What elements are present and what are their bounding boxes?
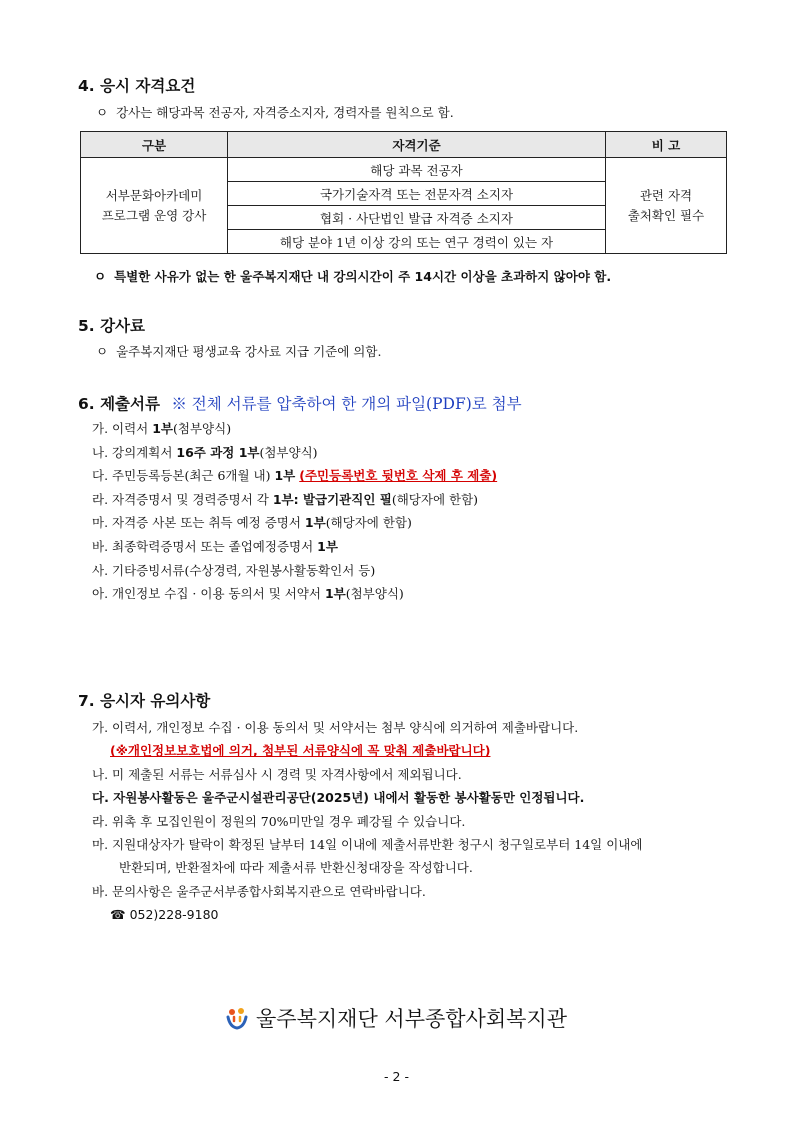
- section-4-note: [96, 103, 454, 121]
- table-header-category: 구분: [81, 132, 228, 158]
- section-6-note: ※ 전체 서류를 압축하여 한 개의 파일(PDF)로 첨부: [171, 395, 522, 413]
- list-item: 사. 기타증빙서류(수상경력, 자원봉사활동확인서 등): [92, 562, 376, 578]
- list-item: 가. 이력서, 개인정보 수집 · 이용 동의서 및 서약서는 첨부 양식에 의거하여 제출바랍니다.: [92, 720, 579, 735]
- remark-line-2: 출처확인 필수: [627, 207, 705, 223]
- list-item: 바. 최종학력증명서 또는 졸업예정증명서 1부: [92, 538, 338, 554]
- list-item: 바. 문의사항은 울주군서부종합사회복지관으로 연락바랍니다.: [92, 883, 426, 899]
- table-cell-criteria-2: 국가기술자격 또는 전문자격 소지자: [228, 182, 606, 206]
- section-5-note-text: 울주복지재단 평생교육 강사료 지급 기준에 의함.: [116, 344, 382, 359]
- list-item: 아. 개인정보 수집 · 이용 동의서 및 서약서 1부(첨부양식): [92, 586, 404, 602]
- table-cell-category: [81, 158, 228, 254]
- table-cell-criteria-3: 협회 · 사단법인 발급 자격증 소지자: [228, 206, 606, 230]
- section-7-heading: 7. 응시자 유의사항: [78, 692, 211, 710]
- section-4-heading: 4. 응시 자격요건: [78, 77, 196, 95]
- phone-number: 052)228-9180: [129, 907, 219, 923]
- foundation-logo-icon: [226, 1006, 248, 1035]
- table-cell-criteria-4: 해당 분야 1년 이상 강의 또는 연구 경력이 있는 자: [228, 230, 606, 254]
- list-item: (※개인정보보호법에 의거, 첨부된 서류양식에 꼭 맞춰 제출바랍니다): [110, 743, 491, 759]
- bullet-circle: ㅇ: [96, 344, 109, 359]
- list-item: 반환되며, 반환절차에 따라 제출서류 반환신청대장을 작성합니다.: [119, 860, 473, 876]
- bullet-circle: ㅇ: [96, 105, 109, 120]
- section-5-heading: 5. 강사료: [78, 317, 145, 335]
- table-cell-remark: [606, 158, 727, 254]
- category-line-2: 프로그램 운영 강사: [101, 207, 207, 223]
- remark-line-1: 관련 자격: [639, 187, 693, 203]
- organization-name: 울주복지재단 서부종합사회복지관: [256, 1007, 567, 1031]
- section-5-note: [96, 342, 381, 360]
- footer-organization: [0, 1003, 793, 1035]
- list-item: 라. 자격증명서 및 경력증명서 각 1부: 발급기관직인 필(해당자에 한함): [92, 491, 479, 507]
- warning-bullet: ㅇ: [94, 269, 107, 284]
- section-4-warning: [94, 267, 611, 285]
- list-item: 마. 지원대상자가 탈락이 확정된 날부터 14일 이내에 제출서류반환 청구시 청구일로부터 14일 이내에: [92, 837, 643, 853]
- list-item: 마. 자격증 사본 또는 취득 예정 증명서 1부(해당자에 한함): [92, 515, 412, 531]
- section-4-note-text: 강사는 해당과목 전공자, 자격증소지자, 경력자를 원칙으로 함.: [116, 105, 454, 120]
- section-6-heading: [78, 392, 522, 414]
- list-item: 나. 미 제출된 서류는 서류심사 시 경력 및 자격사항에서 제외됩니다.: [92, 766, 462, 782]
- table-header-criteria: 자격기준: [228, 132, 606, 158]
- list-item: 가. 이력서 1부(첨부양식): [92, 421, 232, 436]
- qualification-table: [80, 131, 727, 254]
- phone-icon: ☎: [110, 907, 126, 923]
- list-item: [92, 903, 642, 926]
- page-number: - 2 -: [384, 1069, 409, 1084]
- category-line-1: 서부문화아카데미: [105, 187, 203, 203]
- section-6-title: 6. 제출서류: [78, 395, 160, 413]
- table-cell-criteria-1: 해당 과목 전공자: [228, 158, 606, 182]
- list-item: 나. 강의계획서 16주 과정 1부(첨부양식): [92, 444, 318, 460]
- list-item: 다. 자원봉사활동은 울주군시설관리공단(2025년) 내에서 활동한 봉사활동만 인정됩니다.: [92, 790, 585, 806]
- list-item: 다. 주민등록등본(최근 6개월 내) 1부 (주민등록번호 뒷번호 삭제 후 제출): [92, 468, 498, 484]
- list-item: 라. 위촉 후 모집인원이 정원의 70%미만일 경우 폐강될 수 있습니다.: [92, 813, 466, 829]
- section-4-warning-text: 특별한 사유가 없는 한 울주복지재단 내 강의시간이 주 14시간 이상을 초과하지 않아야 함.: [114, 269, 612, 284]
- notice-list: [92, 716, 642, 927]
- document-list: [92, 417, 497, 606]
- table-header-remark: 비 고: [606, 132, 727, 158]
